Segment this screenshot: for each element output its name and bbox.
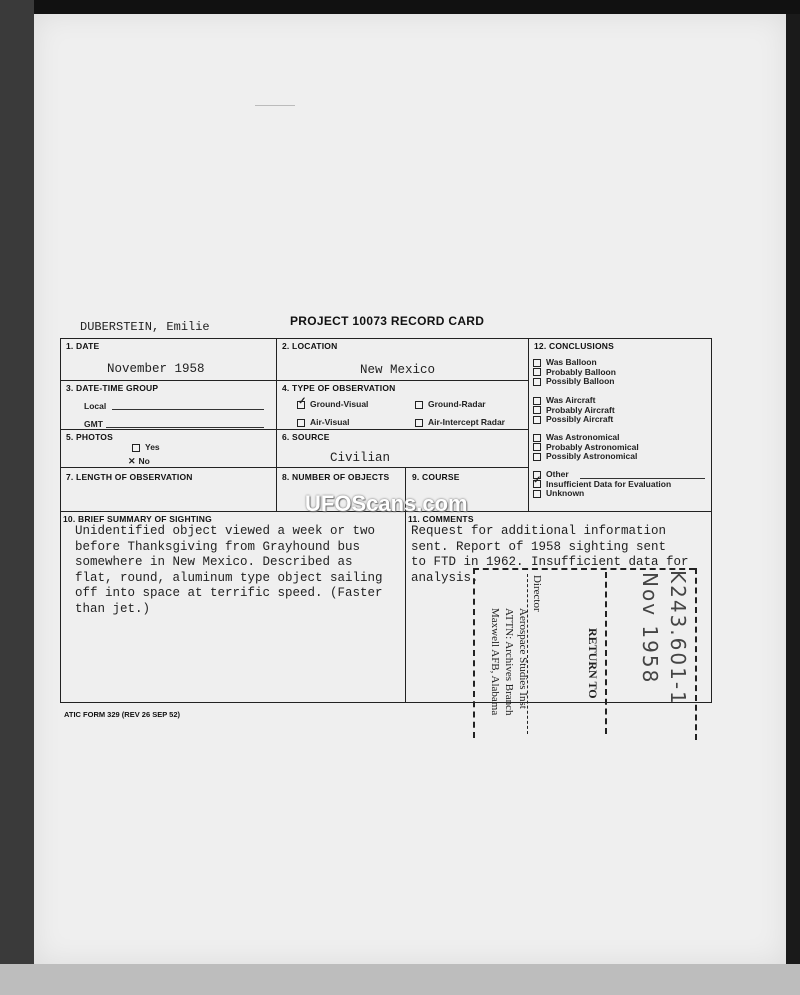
option-ground-visual: [297, 395, 369, 409]
checkbox-photos-no-checked: ✕: [128, 456, 136, 466]
photos-label: 5. PHOTOS: [66, 432, 113, 442]
stamp-top-border: [473, 568, 695, 570]
summary-line: Unidentified object viewed a week or two: [75, 524, 376, 538]
summary-label: 10. BRIEF SUMMARY OF SIGHTING: [63, 514, 212, 524]
row-divider-1: [60, 380, 528, 381]
form-bottom-border: [60, 702, 712, 703]
conclusions-label: 12. CONCLUSIONS: [534, 341, 614, 351]
date-label: 1. DATE: [66, 341, 100, 351]
summary-line: before Thanksgiving from Grayhound bus: [75, 539, 361, 554]
photos-no: [128, 456, 150, 467]
conclusion-label: Unknown: [546, 488, 585, 498]
stamp-right-border: [605, 572, 607, 734]
date-time-group-label: 3. DATE-TIME GROUP: [66, 383, 159, 393]
checkbox-air-visual: [297, 419, 305, 427]
gmt-line: [106, 427, 264, 428]
row-divider-2: [60, 429, 528, 430]
scan-bottom-edge: [0, 964, 800, 995]
form-number: ATIC FORM 329 (REV 26 SEP 52): [64, 710, 181, 719]
location-value: New Mexico: [360, 363, 436, 377]
form-top-border: [60, 338, 712, 339]
conclusion-option: [533, 395, 595, 405]
checkbox-ground-radar: [415, 401, 423, 409]
conclusion-option: [533, 475, 672, 489]
conclusion-label: Was Astronomical: [546, 432, 620, 442]
card-title: PROJECT 10073 RECORD CARD: [290, 314, 485, 328]
summary-line: somewhere in New Mexico. Described as: [75, 555, 353, 569]
gmt-label: GMT: [84, 419, 103, 429]
scan-top-edge: [0, 0, 800, 14]
comments-line: analysis.: [411, 570, 479, 585]
stamp-left-border: [473, 568, 475, 738]
source-value: Civilian: [330, 451, 391, 465]
conclusion-option: [533, 405, 615, 415]
scan-left-edge: [0, 0, 34, 995]
checkbox: [533, 416, 541, 424]
stamp-return-to: RETURN TO: [586, 628, 600, 699]
conclusion-label: Possibly Balloon: [546, 376, 615, 386]
conclusion-label: Possibly Astronomical: [546, 451, 638, 461]
date-value: November 1958: [107, 362, 205, 376]
course-label: 9. COURSE: [412, 472, 460, 482]
conclusion-label: Was Balloon: [546, 357, 597, 367]
conclusion-option: [533, 432, 620, 442]
checkbox-air-intercept-radar: [415, 419, 423, 427]
row-divider-3: [60, 467, 528, 468]
summary-line: off into space at terrific speed. (Faster: [75, 586, 383, 600]
comments-line: sent. Report of 1958 sighting sent: [411, 539, 667, 554]
comments-line: to FTD in 1962. Insufficient data for: [411, 555, 689, 569]
conclusion-option: [533, 357, 597, 367]
conclusion-label: Other: [546, 469, 569, 479]
conclusion-option: [533, 451, 637, 461]
other-line: [580, 478, 705, 479]
type-of-observation-label: 4. TYPE OF OBSERVATION: [282, 383, 396, 393]
checkbox-ground-visual-checked: ✓: [298, 395, 307, 407]
page-mark: [255, 105, 295, 106]
conclusion-option: [533, 414, 613, 424]
option-air-intercept-radar: [415, 417, 505, 427]
checkbox-photos-yes: [132, 444, 140, 452]
comments-line: Request for additional information: [411, 524, 667, 538]
checkbox: [533, 490, 541, 498]
ground-radar-label: Ground-Radar: [428, 399, 486, 409]
conclusion-label: Was Aircraft: [546, 395, 596, 405]
witness-name: DUBERSTEIN, Emilie: [80, 320, 210, 334]
summary-line: than jet.): [75, 601, 151, 616]
conclusion-label: Probably Aircraft: [546, 404, 615, 415]
checkbox: [533, 378, 541, 386]
stamp-far-border: [695, 568, 697, 740]
conclusion-label: Probably Astronomical: [546, 441, 639, 452]
length-of-observation-label: 7. LENGTH OF OBSERVATION: [66, 472, 193, 482]
record-card-page: [34, 14, 786, 964]
form-left-border: [60, 338, 61, 702]
location-label: 2. LOCATION: [282, 341, 338, 351]
photos-yes: [132, 442, 160, 452]
photos-yes-label: Yes: [145, 442, 160, 452]
air-intercept-radar-label: Air-Intercept Radar: [428, 417, 505, 427]
col-divider-4: [405, 511, 406, 702]
form-right-border: [711, 338, 712, 702]
conclusion-option: [533, 376, 615, 386]
handwritten-date: Nov 1958: [638, 572, 662, 685]
summary-line: flat, round, aluminum type object sailing: [75, 570, 383, 585]
stamp-line-institute: Aerospace Studies Inst: [517, 608, 529, 709]
option-air-visual: [297, 417, 350, 427]
air-visual-label: Air-Visual: [310, 417, 350, 427]
conclusion-label: Possibly Aircraft: [546, 414, 614, 424]
conclusion-option: [533, 442, 639, 452]
conclusion-option: [533, 367, 616, 377]
stamp-line-attn: ATTN: Archives Branch: [503, 608, 515, 716]
source-label: 6. SOURCE: [282, 432, 330, 442]
stamp-line-director: Director: [531, 575, 543, 612]
col-divider-1: [276, 338, 277, 511]
watermark: UFOScans.com: [305, 491, 468, 516]
ground-visual-label: Ground-Visual: [310, 399, 369, 409]
number-of-objects-label: 8. NUMBER OF OBJECTS: [282, 472, 390, 482]
option-ground-radar: [415, 399, 486, 409]
photos-no-label: No: [138, 456, 150, 466]
col-divider-2: [528, 338, 529, 511]
conclusion-option: [533, 488, 584, 498]
checkbox-checked: ✓: [533, 475, 542, 487]
stamp-line-maxwell: Maxwell AFB, Alabama: [489, 608, 501, 716]
conclusion-label: Probably Balloon: [546, 366, 616, 377]
conclusion-label: Insufficient Data for Evaluation: [546, 478, 672, 489]
comments-label: 11. COMMENTS: [408, 514, 474, 524]
local-label: Local: [84, 401, 107, 411]
checkbox: [533, 453, 541, 461]
local-line: [112, 409, 264, 410]
handwritten-reference: K243.601-1: [666, 570, 690, 706]
